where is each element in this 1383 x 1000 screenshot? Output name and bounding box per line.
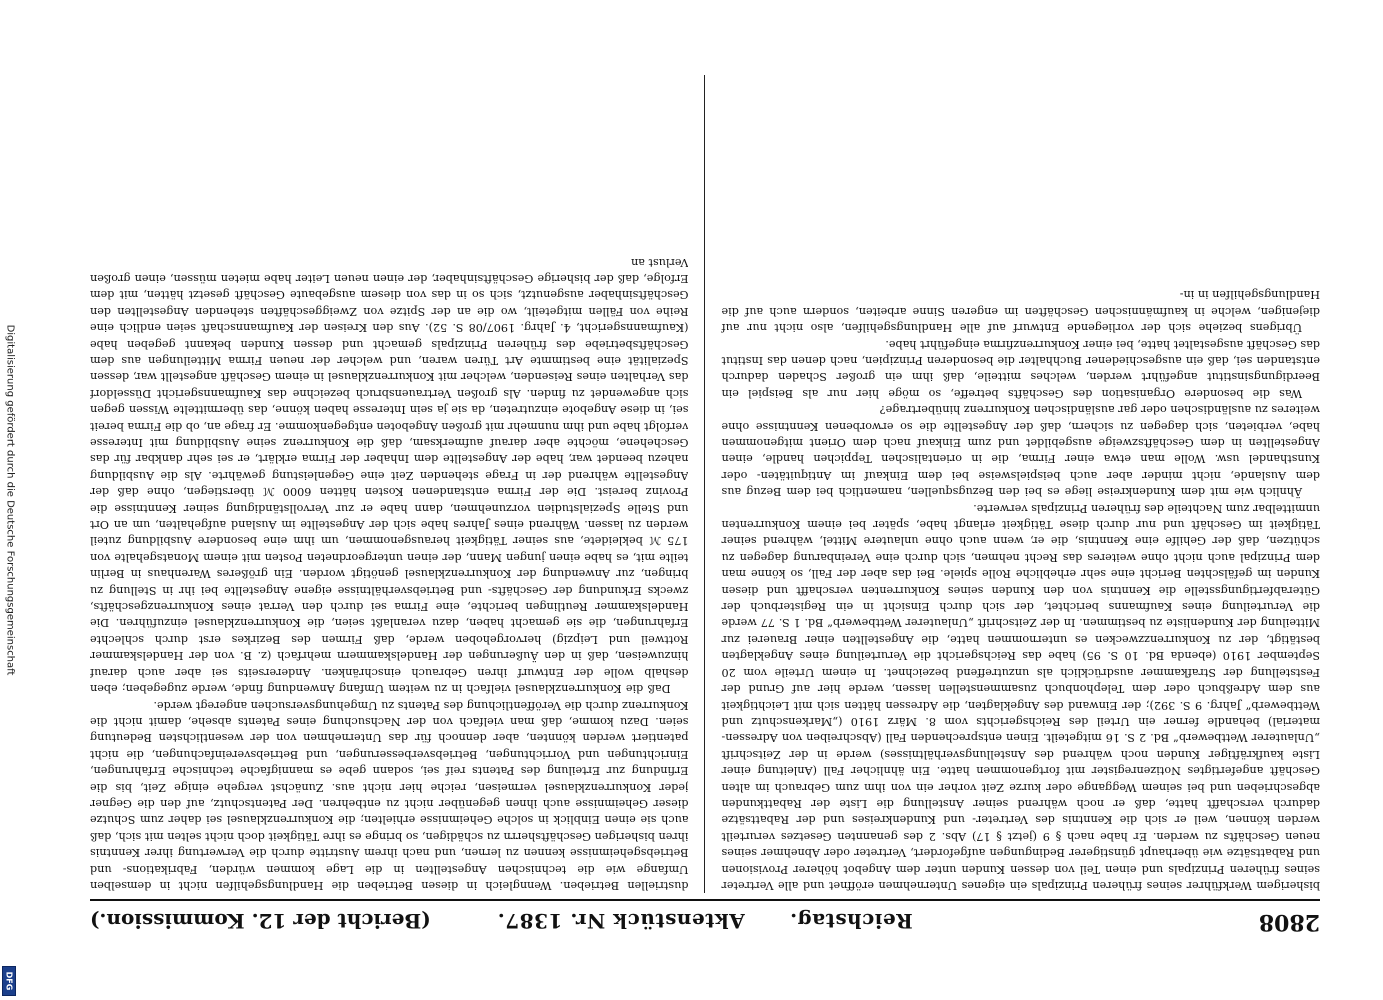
column-right [90, 75, 689, 893]
paragraph: Übrigens beziehe sich der vorliegende Entwurf auf alle Handlungsgehilfen, also nicht nur auf diejenigen, welche in kaufmännischen Geschäften im engeren Sinne arbeiten, sondern auch auf die Handlungsgehilfen in in- [721, 288, 1320, 335]
column-divider [705, 75, 706, 893]
column-left [722, 75, 1321, 893]
paragraph: Was die besondere Organisation des Geschäfts betreffe, so möge hier nur als Beispiel ein Beerdigungsinstitut angeführt werden, welches mitteile, daß ihm ein großer Schaden dadurch entstanden sei, daß ein ausgeschiedener Buchhalter die besonderen Prinzipien, nach denen das Institut das Geschäft ausgestaltet hatte, bei einer Konkurrenzfirma eingeführt habe. [721, 337, 1320, 400]
scan-sidebar [0, 0, 20, 1000]
dfg-logo-text: DFG [4, 971, 14, 991]
scan-credit-text: Digitalisierung gefördert durch die Deutsche Forschungsgemeinschaft [4, 324, 16, 676]
paragraph: Ähnlich wie mit dem Kundenkreise liege es bei den Bezugsquellen, namentlich bei dem Bezug aus dem Auslande, nicht minder aber auch beispielsweise bei dem Einkauf im Antiquitäten- oder Kunsthandel usw. Wolle man etwa einer Firma, die in orientalischen Teppichen handle, einen Angestellten in dem Geschäftszweige ausgebildet und zum Einkauf nach dem Orient mitgenommen habe, verbieten, sich dagegen zu sichern, daß der Angestellte die so erworbenen Kenntnisse ohne weiteres zu ausländischen oder gar ausländischen Konkurrenz hinübertrage? [721, 403, 1320, 499]
report-title: (Bericht der 12. Kommission.) [90, 909, 431, 933]
paragraph: bisherigem Werkführer seines früheren Prinzipals ein eigenes Unternehmen eröffnet und alle Vertreter seines früheren Prinzipals und einen Teil von dessen Kunden unter dem Angebot höherer Provisionen und Rabattsätze wie überhaupt günstigerer Bedingungen aufgefordert, Vertreter oder Abnehmer seines neuen Geschäfts zu werden. Er habe nach § 9 (jetzt § 17) Abs. 2 des genannten Gesetzes verurteilt werden können, weil er sich die Kenntnis des Vertreter- und Kundenkreises und der Rabattsätze dadurch verschafft hatte, daß er noch während seiner Anstellung die Liste der Rabattkunden abgeschrieben und bei seinem Weggange oder kurze Zeit vorher ein von ihm zum Gebrauch im alten Geschäft angefertigtes Notizenregister mit fortgenommen hatte. Ein ähnlicher Fall (Anleitung einer Liste kaufkräftiger Kunden noch während des Anstellungsverhältnisses) werde in der Zeitschrift „Unlauterer Wettbewerb“ Bd. 2 S. 16 mitgeteilt. Einen entsprechenden Fall (Abschreiben von Adressen-material) behandle ferner ein Urteil des Reichsgerichts vom 8. März 1910 („Markenschutz und Wettbewerb“ Jahrg. 9 S. 392); der Einwand des Angeklagten, die Adressen hätten sich mit Leichtigkeit aus dem Adreßbuch oder dem Telephonbuch zusammenstellen lassen, werde hier auf Grund der Feststellung der Strafkammer ausdrücklich als unzutreffend bezeichnet. In einem Urteile vom 20 September 1910 (ebenda Bd. 10 S. 95) habe das Reichsgericht die Verurteilung eines Angeklagten bestätigt, der zu Konkurrenzzwecken es unternommen hatte, die Angestellten einer Brauerei zur Mitteilung der Kundenliste zu bestimmen. In der Zeitschrift „Unlauterer Wettbewerb“ Bd. 1 S. 77 werde die Verurteilung eines Kaufmanns berichtet, der sich durch Einsicht in ein Registerbuch der Güterabfertigungsstelle die Kenntnis von den Kunden seines Konkurrenten verschafft und diesen Kunden im gefälschten Bericht eine sehr erhebliche Rolle spiele. Bei das aber der Fall, so könne man dem Prinzipal auch nicht ohne weiteres das Recht nehmen, sich durch eine Vereinbarung dagegen zu schützen, daß der Gehilfe eine Kenntnis, die er, wenn auch ohne unlautere Mittel, während seiner Tätigkeit im Geschäft und nur durch diese Tätigkeit erlangt habe, später bei einem Konkurrenten unmittelbar zum Nachteile des früheren Prinzipals verwerte. [721, 501, 1320, 892]
paragraph: Daß die Konkurrenzklausel vielfach in zu weitem Umfang Anwendung finde, werde zugegeben; eben deshalb wolle der Entwurf ihren Gebrauch einschränken. Andererseits sei aber auch darauf hinzuweisen, daß in den Äußerungen der Handelskammern mehrfach (z. B. von der Handelskammer Rottweil und Leipzig) hervorgehoben werde, daß Firmen des Bezirkes erst durch schlechte Erfahrungen, die sie gemacht haben, dazu veranlaßt seien, die Konkurrenzklausel einzuführen. Die Handelskammer Reutlingen berichte, eine Firma sei durch den Verrat eines Konkurrenzgeschäfts, zwecks Erkundung der Geschäfts- und Betriebsverhältnisse eigene Angestellte bei ihr in Stellung zu bringen, zur Anwendung der Konkurrenzklausel genötigt worden. Ein größeres Warenhaus in Berlin teilte mit, es habe einen jungen Mann, der einen untergeordneten Posten mit einem Monatsgehalte von 175 ℳ bekleidete, aus seiner Tätigkeit herausgenommen, um ihm eine besondere Ausbildung zuteil werden zu lassen. Während eines Jahres habe sich der Angestellte im Ausland aufgehalten, um an Ort und Stelle Spezialstudien vorzunehmen, dann habe er zur Vervollständigung seiner Kenntnisse die Provinz bereist. Die der Firma entstandenen Kosten hätten 6000 ℳ überstiegen, ohne daß der Angestellte während der in Frage stehenden Zeit eine Gegenleistung gewährte. Als die Ausbildung nahezu beendet war, habe der Angestellte dem Inhaber der Firma erklärt, er sei sehr dankbar für das Geschehene, möchte aber darauf aufmerksam, daß die Konkurrenz seine Ausbildung mit Interesse verfolgt habe und ihm nunmehr mit großen Angeboten entgegenkomme. Er frage an, ob die Firma bereit sei, in diese Angebote einzutreten, da sie ja sein Interesse haben könne, das übermittelte Wissen gegen sich angewendet zu finden. Als großen Vertrauensbruch bezeichne das Kaufmannsgericht Düsseldorf das Verhalten eines Reisenden, welcher mit Konkurrenzklausel in einem Geschäft angestellt war, dessen Spezialität eine bestimmte Art Türen waren, und welcher der neuen Firma Mitteilungen aus dem Geschäftsbetriebe des früheren Prinzipals gemacht und dessen Kunden bekannt gegeben habe (Kaufmannsgericht, 4. Jahrg. 1907/08 S. 52). Aus den Kreisen der Kaufmannschaft seien endlich eine Reihe von Fällen mitgeteilt, wo die an der Spitze von Zweiggeschäften stehenden Angestellten den Geschäftsinhaber ausgenutzt, sich so in das von diesem ausgebaute Geschäft gesetzt hätten, mit dem Erfolge, daß der bisherige Geschäftsinhaber, der einen neuen Leiter habe mieten müssen, einen großen Verlust an [90, 255, 689, 696]
page-number: 2808 [1258, 909, 1320, 935]
scanned-page [90, 75, 1320, 935]
header-rule [90, 899, 1320, 901]
text-columns [90, 75, 1320, 893]
paragraph: dustriellen Betrieben. Wenngleich in diesen Betrieben die Handlungsgehilfen nicht in demselben Umfange wie die technischen Angestellten in die Lage kommen würden, Fabrikations- und Betriebsgeheimnisse kennen zu lernen, und nach ihrem Austritte durch die Verwertung ihrer Kenntnis ihren bisherigen Geschäftsherrn zu schädigen, so bringe es ihre Tätigkeit doch nicht selten mit sich, daß auch sie einen Einblick in solche Geheimnisse erhielten; die Konkurrenzklausel sei daher zum Schutze dieser Geheimnisse auch ihnen gegenüber nicht zu entbehren. Der Patentschutz, auf den die Gegner jeder Konkurrenzklausel vermeisen, reiche hier nicht aus. Zunächst vergehe einige Zeit, bis die Erfindung zur Erteilung des Patents reif sei, sodann gebe es mannigfache technische Erfahrungen, Einrichtungen und Vorrichtungen, Betriebsverbesserungen, und Betriebsvereinfachungen, die nicht patentiert werden könnten, aber dennoch für das Unternehmen von der wesentlichsten Bedeutung seien. Dazu komme, daß man vielfach von der Nachsuchung eines Patents absehe, damit nicht die Konkurrenz durch die Veröffentlichung des Patents zu Umgehungsversuchen angeregt werde. [90, 698, 689, 892]
page-header [90, 907, 1320, 935]
dfg-logo [2, 966, 16, 996]
running-head-right: Aktenstück Nr. 1387. [497, 909, 745, 933]
running-head-left: Reichstag. [789, 909, 913, 933]
